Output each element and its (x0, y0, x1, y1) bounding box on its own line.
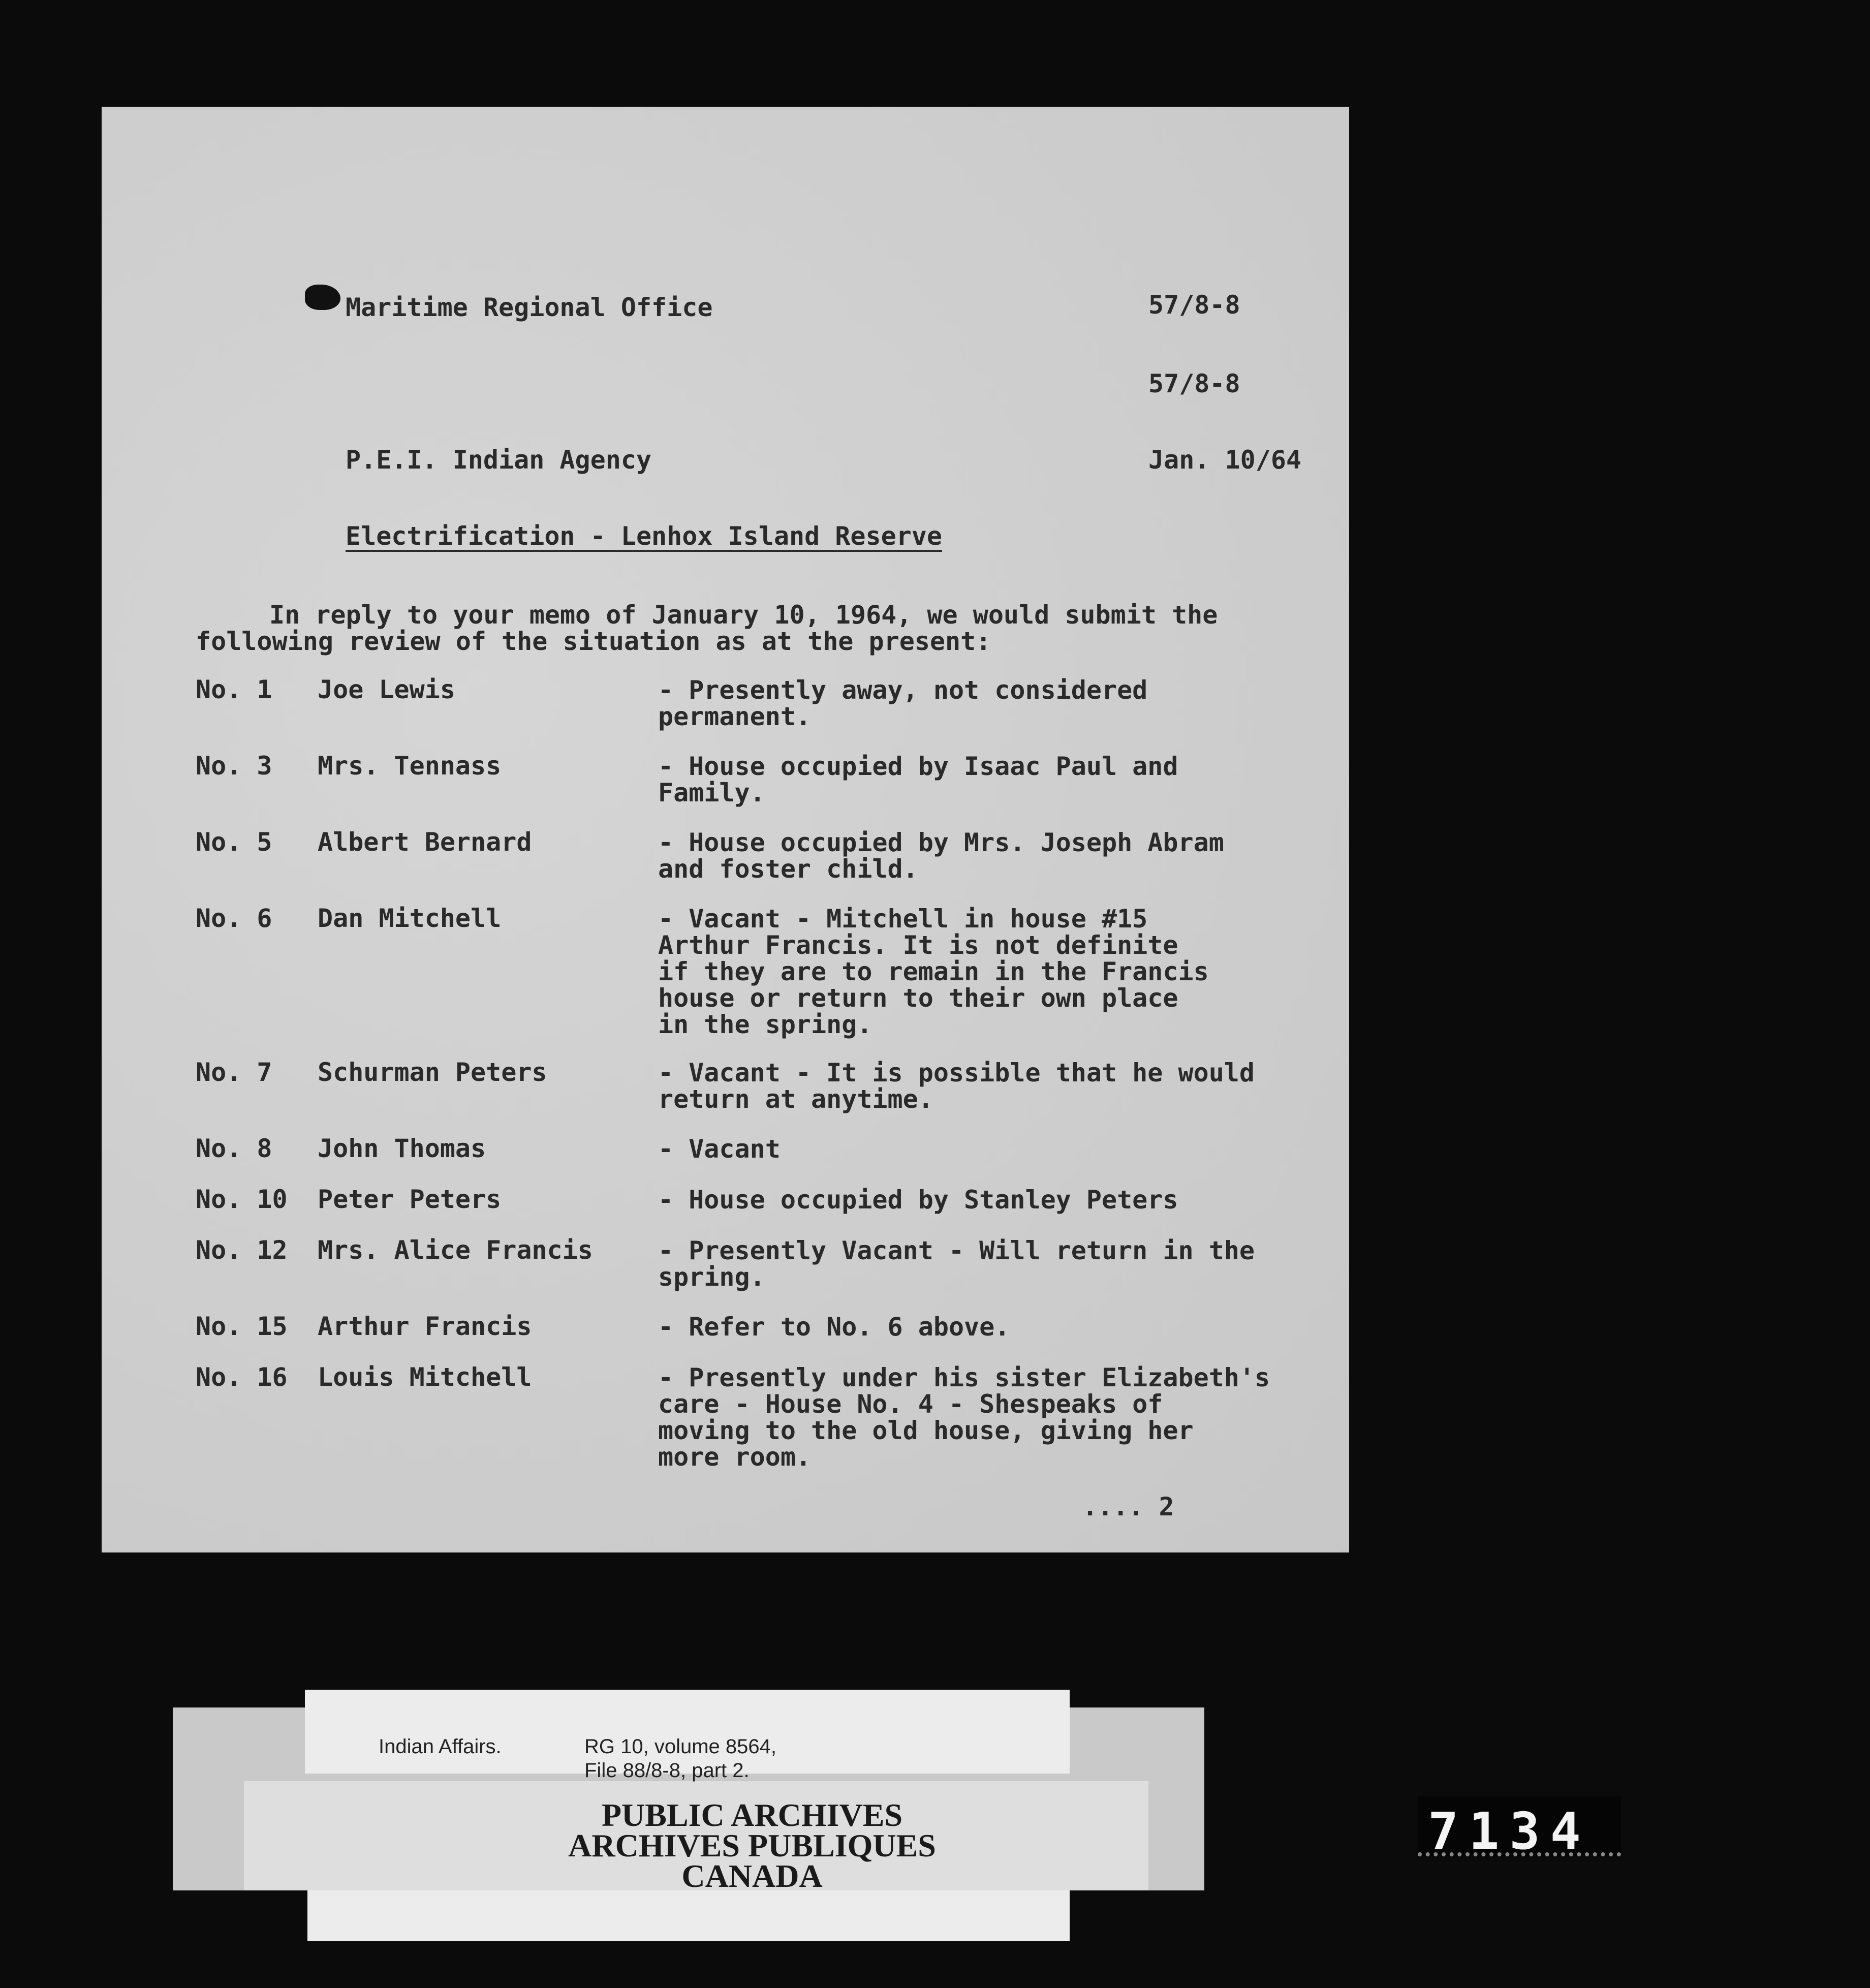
entry-number: No. 3 (196, 751, 272, 781)
memo-intro-line-2: following review of the situation as at the present: (196, 627, 991, 656)
entry-number: No. 16 (196, 1362, 288, 1392)
entry-name: Dan Mitchell (318, 904, 502, 933)
continued-marker: .... 2 (1082, 1492, 1174, 1521)
entry-number: No. 5 (196, 827, 272, 857)
entry-name: Mrs. Alice Francis (318, 1235, 593, 1265)
archive-reference-line-1: RG 10, volume 8564, (584, 1735, 776, 1758)
entry-number: No. 8 (196, 1134, 272, 1163)
entry-description: - Presently Vacant - Will return in the spring. (658, 1236, 1255, 1292)
entry-description: - Presently away, not considered permanent. (658, 675, 1148, 731)
frame-counter-number: 7134 (1428, 1801, 1591, 1861)
entry-number: No. 7 (196, 1058, 272, 1087)
entry-description: - House occupied by Stanley Peters (658, 1185, 1178, 1215)
entry-name: Albert Bernard (318, 827, 532, 857)
entry-name: Joe Lewis (318, 675, 455, 704)
entry-number: No. 10 (196, 1185, 288, 1214)
entry-description: - Vacant - It is possible that he would return at anytime. (658, 1058, 1255, 1114)
entry-name: John Thomas (318, 1134, 486, 1163)
entry-number: No. 1 (196, 675, 272, 704)
archive-stamp-line-2: ARCHIVES PUBLIQUES (568, 1827, 936, 1863)
entry-name: Peter Peters (318, 1185, 502, 1214)
archive-stamp-line-3: CANADA (681, 1858, 823, 1894)
memo-to: Maritime Regional Office (346, 293, 713, 322)
ink-smudge (305, 285, 340, 310)
memo-subject: Electrification - Lenhox Island Reserve (346, 521, 942, 551)
entry-description: - Vacant - Mitchell in house #15 Arthur Francis. It is not definite if they are to remain in the Francis house or return to their own place in the spring. (658, 904, 1209, 1039)
entry-description: - Refer to No. 6 above. (658, 1312, 1010, 1342)
entry-number: No. 15 (196, 1312, 288, 1341)
archive-department: Indian Affairs. (379, 1735, 502, 1758)
memo-date: Jan. 10/64 (1148, 445, 1302, 475)
archive-label-bottom (307, 1890, 1070, 1941)
entry-number: No. 12 (196, 1235, 288, 1265)
entry-number: No. 6 (196, 904, 272, 933)
entry-description: - House occupied by Mrs. Joseph Abram and foster child. (658, 828, 1224, 884)
archive-stamp-line-1: PUBLIC ARCHIVES (601, 1797, 903, 1833)
archive-reference-line-2: File 88/8-8, part 2. (584, 1759, 750, 1782)
entry-description: - Presently under his sister Elizabeth's care - House No. 4 - Shespeaks of moving to the old house, giving her more room. (658, 1363, 1270, 1472)
entry-description: - Vacant (658, 1134, 781, 1164)
entry-name: Mrs. Tennass (318, 751, 502, 781)
entry-description: - House occupied by Isaac Paul and Family. (658, 752, 1178, 807)
memo-intro-line-1: In reply to your memo of January 10, 1964, we would submit the (269, 600, 1218, 630)
memo-ref-1: 57/8-8 (1148, 290, 1240, 320)
entry-name: Arthur Francis (318, 1312, 532, 1341)
entry-name: Louis Mitchell (318, 1362, 532, 1392)
frame-counter (1418, 1796, 1621, 1861)
memo-from: P.E.I. Indian Agency (346, 445, 652, 475)
entry-name: Schurman Peters (318, 1058, 547, 1087)
memo-ref-2: 57/8-8 (1148, 369, 1240, 398)
